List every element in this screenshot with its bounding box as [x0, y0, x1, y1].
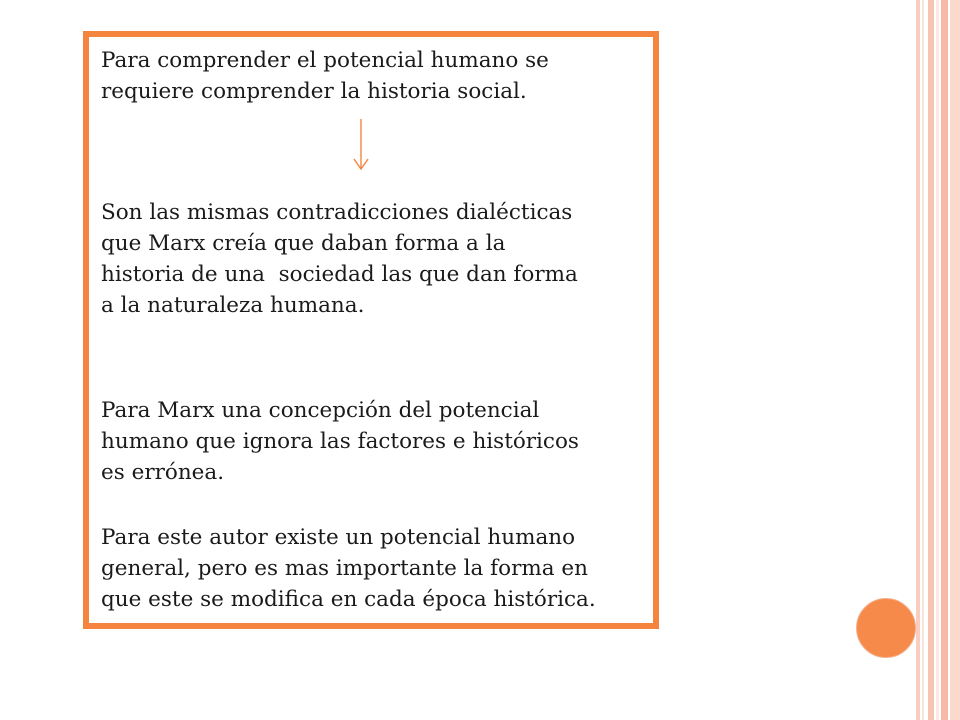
decorative-circle	[856, 598, 916, 658]
decorative-stripe	[922, 0, 924, 720]
paragraph-concepcion: Para Marx una concepción del potencial humano que ignora las factores e históricos es errónea.	[101, 398, 579, 485]
decorative-stripe	[950, 0, 960, 720]
decorative-stripe	[916, 0, 920, 720]
decorative-stripe	[941, 0, 948, 720]
content-text-box[interactable]	[83, 31, 659, 629]
arrow-down-icon	[353, 119, 369, 171]
paragraph-potencial-general: Para este autor existe un potencial humano general, pero es mas importante la forma en que este se modifica en cada época histórica.	[101, 525, 596, 612]
decorative-stripe	[928, 0, 934, 720]
decorative-stripe	[936, 0, 939, 720]
paragraph-historia-social: Para comprender el potencial humano se requiere comprender la historia social.	[101, 48, 549, 104]
paragraph-contradicciones: Son las mismas contradicciones dialécticas que Marx creía que daban forma a la historia de una sociedad las que dan forma a la naturaleza humana.	[101, 200, 578, 318]
